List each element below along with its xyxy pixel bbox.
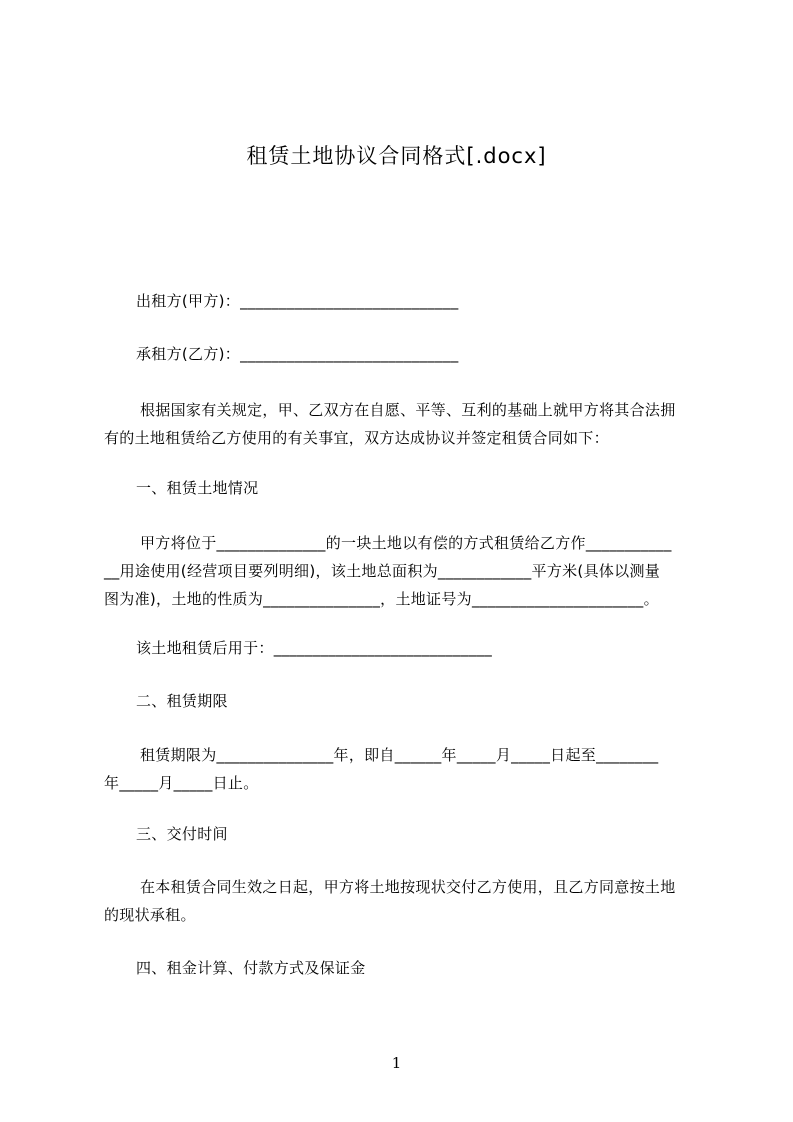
lessee-blank[interactable]: ____________________________ [240,345,459,363]
text: 的一块土地以有偿的方式租赁给乙方作 [325,534,586,552]
purpose-blank[interactable]: ___________ [585,534,672,552]
start-day-blank[interactable]: _____ [511,746,551,764]
section-2-line-1 [140,741,738,769]
usage-label: 该土地租赁后用于： [136,639,274,657]
section-2-heading: 二、租赁期限 [136,692,228,710]
usage-blank[interactable]: ____________________________ [273,639,493,657]
intro-line-2: 有的土地租赁给乙方使用的有关事宜，双方达成协议并签定租赁合同如下： [104,429,609,447]
text: 日起至 [550,746,597,764]
text: 。 [643,590,659,608]
usage-line [136,634,734,662]
text: 甲方将位于 [140,534,217,552]
end-year-blank[interactable]: ________ [596,746,659,764]
intro-line-1: 根据国家有关规定，甲、乙双方在自愿、平等、互利的基础上就甲方将其合法拥 [140,401,676,419]
start-month-blank[interactable]: _____ [456,746,496,764]
text: 日止。 [212,774,259,792]
text: ，土地证号为 [380,590,472,608]
document-title: 租赁土地协议合同格式[.docx] [246,144,547,168]
land-nature-blank[interactable]: _______________ [263,590,381,608]
end-day-blank[interactable]: _____ [173,774,213,792]
text: 月 [158,774,174,792]
section-1-line-1 [140,529,738,557]
page-number: 1 [391,1054,402,1072]
text: 月 [495,746,512,764]
text: 年 [104,774,120,792]
purpose-blank-cont[interactable]: __ [104,562,120,580]
text: 年，即自 [333,746,395,764]
start-year-blank[interactable]: ______ [394,746,442,764]
location-blank[interactable]: ______________ [216,534,326,552]
lessee-label: 承租方(乙方)： [136,345,241,363]
lessee-line [136,340,734,368]
text: 图为准)，土地的性质为 [104,590,264,608]
section-3-heading: 三、交付时间 [136,825,228,843]
lessor-label: 出租方(甲方)： [136,292,241,310]
section-1-line-2 [104,557,702,585]
area-blank[interactable]: ____________ [437,562,532,580]
text: 平方米(具体以测量 [531,562,661,580]
text: 租赁期限为 [140,746,217,764]
section-1-heading: 一、租赁土地情况 [136,479,259,497]
term-years-blank[interactable]: _______________ [216,746,334,764]
section-2-line-2 [104,769,702,797]
section-1-line-3 [104,585,702,613]
section-4-heading: 四、租金计算、付款方式及保证金 [136,959,366,977]
text: 用途使用(经营项目要列明细)，该土地总面积为 [119,562,438,580]
lessor-line [136,287,734,315]
section-3-line-1: 在本租赁合同生效之日起，甲方将土地按现状交付乙方使用，且乙方同意按土地 [140,878,676,896]
lessor-blank[interactable]: ____________________________ [240,292,459,310]
section-3-line-2: 的现状承租。 [104,906,196,924]
text: 年 [441,746,457,764]
certificate-number-blank[interactable]: ______________________ [471,590,644,608]
end-month-blank[interactable]: _____ [119,774,159,792]
